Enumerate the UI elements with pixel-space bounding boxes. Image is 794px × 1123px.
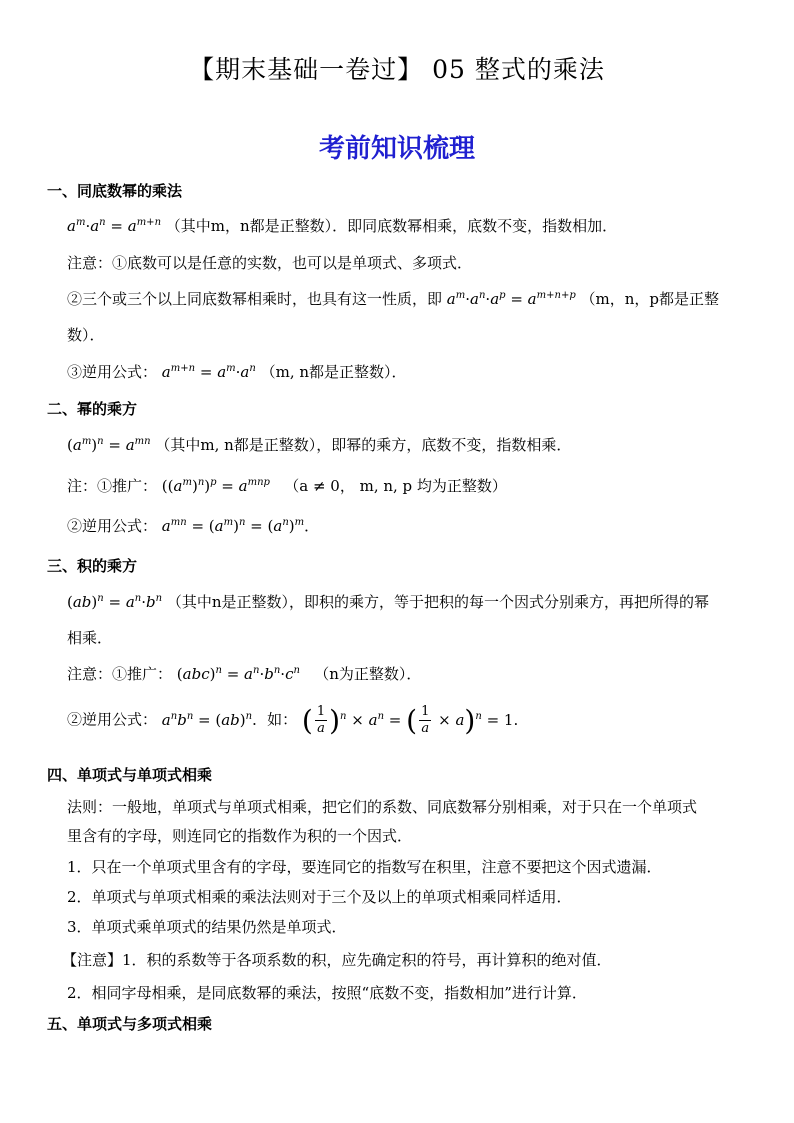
formula-inverse-product: $a^nb^n = (ab)^n$ [161,710,253,729]
s4-line-5: 【注意】1．积的系数等于各项系数的积，应先确定积的符号，再计算积的绝对值． [62,951,612,969]
formula-power-of-power: $(a^m)^n = a^{mn}$ [67,436,151,454]
formula-inverse-power: $a^{mn} = (a^m)^n = (a^n)^m$． [161,517,320,535]
section-subtitle: 考前知识梳理 [318,134,475,164]
heading-section-4: 四、单项式与单项式相乘 [47,766,213,784]
formula-inverse-same-base: $a^{m+n} = a^m\cdot a^n$ [161,363,256,381]
s1-line-1: $a^m\cdot a^n = a^{m+n}$ （其中m，n都是正整数）．即同底数幂相乘，底数不变，指数相加． [67,217,618,235]
s4-line-4: 3．单项式乘单项式的结果仍然是单项式． [67,918,347,936]
page-title: 【期末基础一卷过】 05 整式的乘法 [189,55,605,84]
heading-section-1: 一、同底数幂的乘法 [47,182,183,200]
s3-line-2: 注意：①推广： $(abc)^n = a^n\cdot b^n\cdot c^n$ （n为正整数）． [67,665,422,683]
heading-section-5: 五、单项式与多项式相乘 [47,1015,213,1033]
s3-line-1b: 相乘． [67,629,113,647]
s2-line-1: $(a^m)^n = a^{mn}$ （其中m, n都是正整数），即幂的乘方，底数不变，指数相乘． [67,436,572,454]
formula-same-base-multiply: $a^m\cdot a^n = a^{m+n}$ [67,217,162,235]
s1-line-3b: 数）． [67,326,105,344]
s4-line-1: 法则：一般地，单项式与单项式相乘，把它们的系数、同底数幂分别相乘，对于只在一个单项式 [67,798,698,816]
formula-power-of-product: $(ab)^n = a^n\cdot b^n$ [67,593,163,611]
s4-line-1b: 里含有的字母，则连同它的指数作为积的一个因式． [67,827,413,845]
s4-line-3: 2．单项式与单项式相乘的乘法法则对于三个及以上的单项式相乘同样适用． [67,888,572,906]
heading-section-2: 二、幂的乘方 [47,400,138,418]
s2-line-3: ②逆用公式： $a^{mn} = (a^m)^n = (a^n)^m$． [67,517,320,535]
s4-line-2: 1．只在一个单项式里含有的字母，要连同它的指数写在积里，注意不要把这个因式遗漏． [67,858,662,876]
s3-line-1: $(ab)^n = a^n\cdot b^n$ （其中n是正整数），即积的乘方，等于把积的每一个因式分别乘方，再把所得的幂 [67,593,710,611]
formula-example: ( $\frac{1}{a}$ )$^n \times a^n$ = ( $\frac{1}{a}$ × a)$^n$ = 1. [301,703,519,737]
heading-section-3: 三、积的乘方 [47,557,138,575]
s1-line-2: 注意：①底数可以是任意的实数，也可以是单项式、多项式． [67,254,473,272]
s2-line-2: 注：①推广： $((a^m)^n)^p = a^{mnp}$ （a ≠ 0， m, n, p 均为正整数） [67,477,507,495]
formula-product-generalized: $(abc)^n = a^n\cdot b^n\cdot c^n$ [176,665,300,683]
s1-line-4: ③逆用公式： $a^{m+n} = a^m\cdot a^n$ （m, n都是正整数）． [67,363,407,381]
s4-line-6: 2．相同字母相乘，是同底数幂的乘法，按照“底数不变，指数相加”进行计算． [67,984,587,1002]
formula-three-powers: $a^m\cdot a^n\cdot a^p = a^{m+n+p}$ [446,290,576,308]
s1-line-3: ②三个或三个以上同底数幂相乘时，也具有这一性质，即 $a^m\cdot a^n\cdot a^p = a^{m+n+p}$ （m，n，p都是正整 [67,290,720,308]
formula-power-generalized: $((a^m)^n)^p = a^{mnp}$ [161,477,270,495]
s3-line-3: ②逆用公式： $a^nb^n = (ab)^n$．如： ( $\frac{1}{a}$ )$^n \times a^n$ = ( $\frac{1}{a}$ × a)$^n$ = 1. [67,703,519,737]
